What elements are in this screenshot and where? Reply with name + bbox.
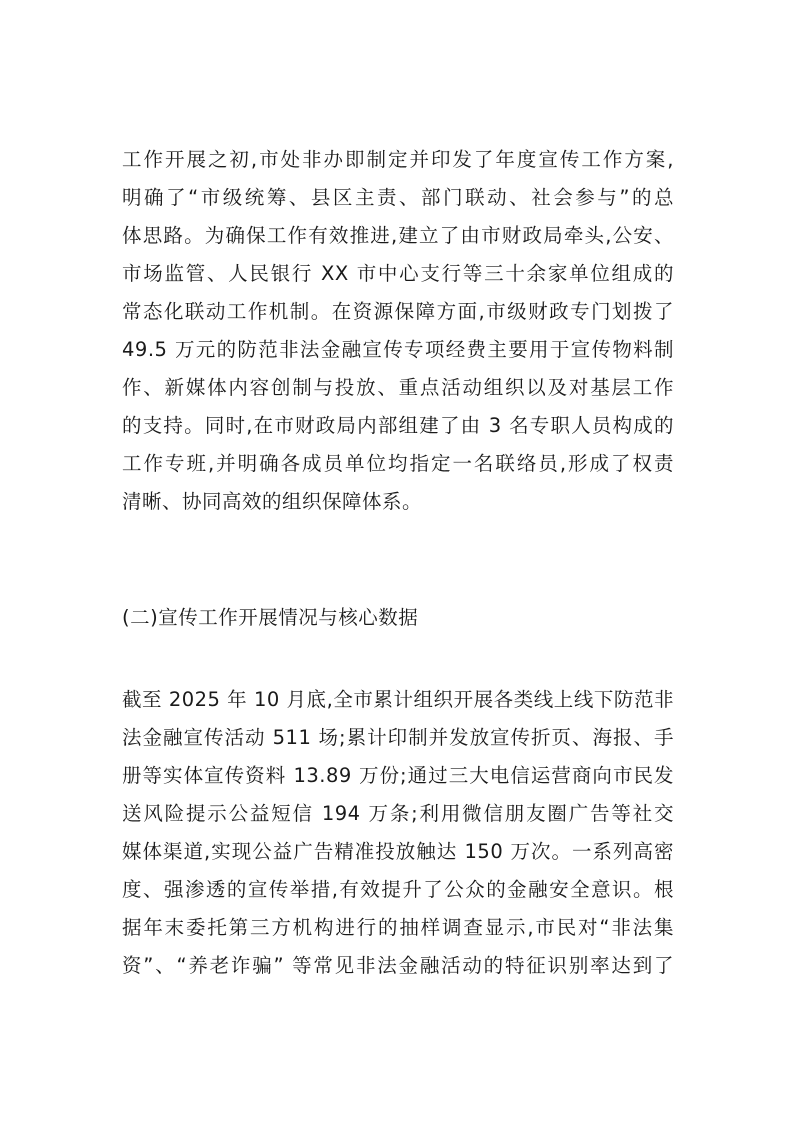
- paragraph-line: 的支持。同时,在市财政局内部组建了由 3 名专职人员构成的: [122, 414, 674, 437]
- paragraph-line: 清晰、协同高效的组织保障体系。: [122, 490, 423, 513]
- section-heading: (二)宣传工作开展情况与核心数据: [122, 606, 419, 629]
- paragraph-line: 册等实体宣传资料 13.89 万份;通过三大电信运营商向市民发: [122, 764, 674, 787]
- paragraph-line: 法金融宣传活动 511 场;累计印制并发放宣传折页、海报、手: [122, 726, 674, 749]
- paragraph-line: 明确了“市级统筹、县区主责、部门联动、社会参与”的总: [122, 186, 674, 209]
- paragraph-organization: [122, 141, 674, 521]
- paragraph-line: 截至 2025 年 10 月底,全市累计组织开展各类线上线下防范非: [122, 688, 674, 711]
- paragraph-line: 作、新媒体内容创制与投放、重点活动组织以及对基层工作: [122, 376, 674, 399]
- paragraph-line: 资”、“养老诈骗” 等常见非法金融活动的特征识别率达到了: [122, 954, 674, 977]
- paragraph-line: 49.5 万元的防范非法金融宣传专项经费主要用于宣传物料制: [122, 338, 674, 361]
- paragraph-line: 度、强渗透的宣传举措,有效提升了公众的金融安全意识。根: [122, 878, 674, 901]
- paragraph-line: 送风险提示公益短信 194 万条;利用微信朋友圈广告等社交: [122, 802, 674, 825]
- paragraph-line: 媒体渠道,实现公益广告精准投放触达 150 万次。一系列高密: [122, 840, 674, 863]
- paragraph-line: 市场监管、人民银行 XX 市中心支行等三十余家单位组成的: [122, 262, 674, 285]
- paragraph-line: 工作专班,并明确各成员单位均指定一名联络员,形成了权责: [122, 452, 674, 475]
- paragraph-line: 体思路。为确保工作有效推进,建立了由市财政局牵头,公安、: [122, 224, 674, 247]
- paragraph-line: 常态化联动工作机制。在资源保障方面,市级财政专门划拨了: [122, 300, 674, 323]
- paragraph-line: 据年末委托第三方机构进行的抽样调查显示,市民对“非法集: [122, 916, 674, 939]
- paragraph-core-data: [122, 681, 674, 985]
- paragraph-line: 工作开展之初,市处非办即制定并印发了年度宣传工作方案,: [122, 148, 674, 171]
